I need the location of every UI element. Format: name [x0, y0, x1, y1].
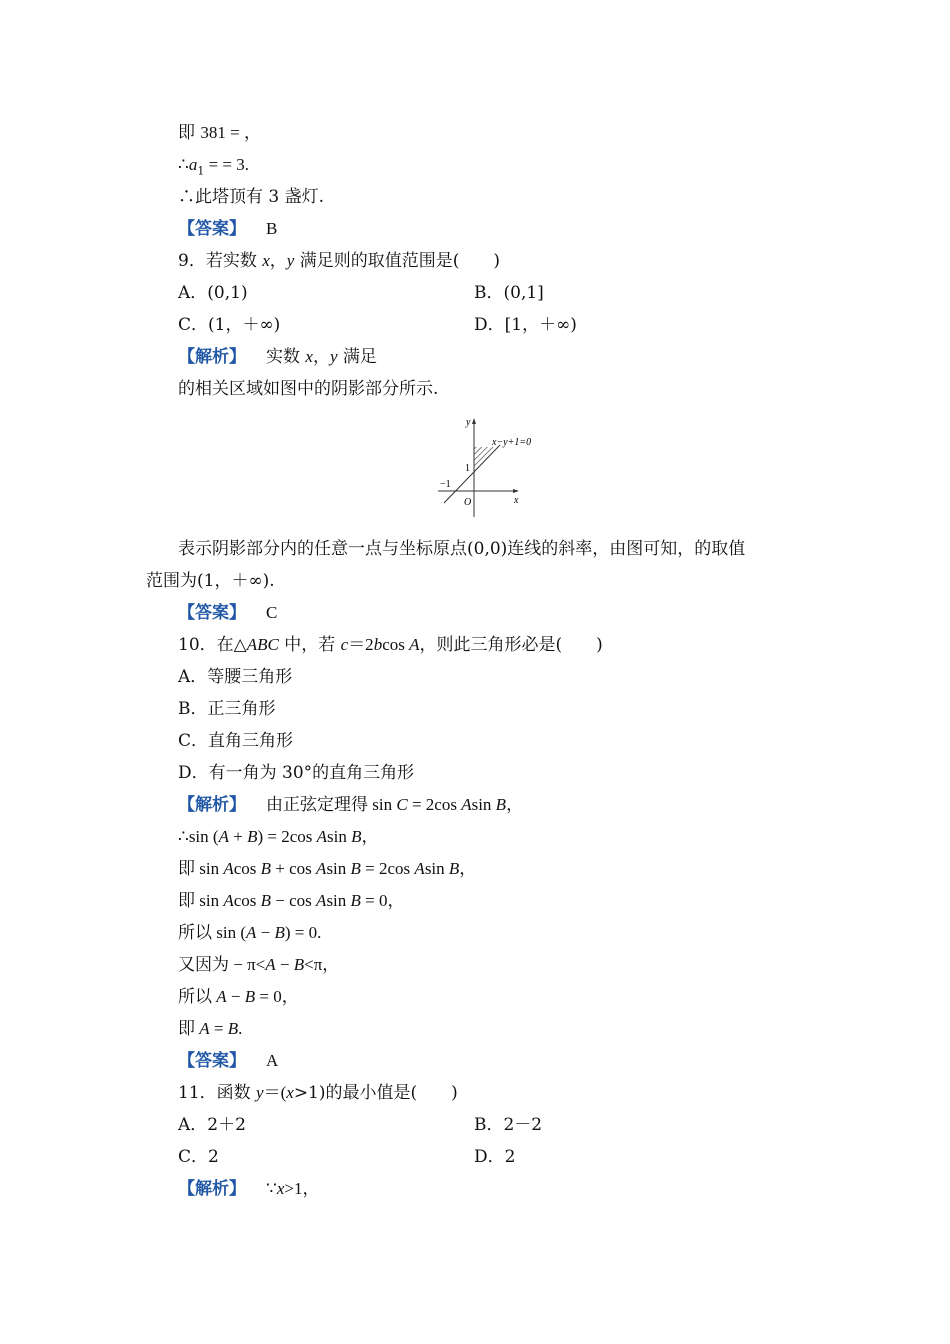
text: ， [312, 347, 330, 367]
math-var: y [286, 251, 295, 270]
text: ， [361, 827, 379, 846]
math: sin [326, 859, 351, 878]
math: 所以 [178, 987, 217, 1006]
math: + cos [271, 859, 317, 878]
math: − [256, 923, 275, 942]
math-var: y [256, 1083, 264, 1102]
x-axis-label: x [514, 495, 519, 506]
math-var: B [260, 891, 272, 910]
math: ) = 2cos [257, 827, 317, 846]
math-var: A [316, 827, 328, 846]
analysis-tag: 【解析】 [178, 795, 246, 815]
text-line: 范围为(1，＋∞). [146, 571, 275, 591]
math-line [178, 985, 299, 1009]
math-var: A [199, 1019, 210, 1038]
math: − [275, 955, 294, 974]
y-axis-arrow [472, 418, 476, 424]
math-line [178, 889, 405, 913]
math: = = 3. [204, 155, 250, 174]
math: = 0， [255, 987, 299, 1006]
text-line: ∴此塔顶有 3 盏灯. [178, 187, 325, 207]
answer-line [178, 1049, 278, 1073]
math: = 2cos [407, 795, 462, 814]
math-var: A [216, 987, 227, 1006]
math-var: A [246, 923, 257, 942]
option-c: C．(1，＋∞) [178, 315, 281, 335]
option-a: A．等腰三角形 [178, 667, 293, 687]
text: >1)的最小值是( ) [293, 1083, 458, 1103]
math-var: A [265, 955, 276, 974]
text: 中，若 [278, 635, 341, 655]
y-axis-label: y [466, 417, 471, 428]
math-line [178, 825, 379, 849]
boundary-line [444, 445, 500, 503]
option-d: D．2 [474, 1147, 516, 1167]
text: 实数 [266, 347, 306, 367]
question-9 [178, 249, 500, 273]
math-var: ABC [246, 635, 279, 654]
math: + [228, 827, 248, 846]
math-var: B [495, 795, 507, 814]
math-var: A [223, 859, 234, 878]
analysis-tag: 【解析】 [178, 1179, 246, 1199]
math: >1， [284, 1179, 320, 1198]
math-var: A [223, 891, 234, 910]
option-c: C．直角三角形 [178, 731, 294, 751]
y-tick-label: 1 [465, 463, 470, 474]
text: 即 [178, 123, 201, 143]
question-10 [178, 633, 603, 657]
math: ∴sin ( [178, 827, 219, 846]
answer-tag: 【答案】 [178, 603, 246, 623]
math: 由正弦定理得 sin [266, 795, 397, 814]
option-b: B．2－2 [474, 1115, 543, 1135]
math: cos [233, 891, 261, 910]
math-var: x [262, 251, 270, 270]
text: 满足则的取值范围是( ) [294, 251, 500, 271]
text-line [178, 121, 261, 145]
math: ＝( [263, 1083, 287, 1102]
math-var: B [293, 955, 305, 974]
coordinate-diagram [436, 413, 552, 521]
analysis-line [178, 1177, 319, 1201]
question-number: 9．若实数 [178, 251, 263, 271]
math: 381 = ， [200, 123, 261, 142]
math: cos [382, 635, 410, 654]
math-var: B [227, 1019, 239, 1038]
option-a: A．(0,1) [178, 283, 248, 303]
question-11 [178, 1081, 458, 1105]
math: = [209, 1019, 228, 1038]
math: 即 [178, 1019, 200, 1038]
math: 即 sin [178, 891, 224, 910]
math-var: B [244, 987, 256, 1006]
math: ) = 0. [284, 923, 322, 942]
math: − [226, 987, 245, 1006]
region-figure [436, 413, 552, 521]
math-line [178, 857, 476, 881]
math-var: A [461, 795, 472, 814]
analysis-line [178, 345, 377, 369]
math-line [178, 1017, 242, 1041]
math-var: B [260, 859, 272, 878]
math-line [178, 953, 339, 977]
shaded-region [474, 447, 496, 469]
option-d: D．有一角为 30°的直角三角形 [178, 763, 415, 783]
text: ， [269, 251, 287, 271]
math: = 2cos [360, 859, 415, 878]
math-var: c [340, 635, 349, 654]
text: ， [506, 795, 524, 815]
text-line: 的相关区域如图中的阴影部分所示. [178, 379, 439, 399]
math: 所以 sin ( [178, 923, 246, 942]
math-var: B [247, 827, 258, 846]
answer-value: C [266, 603, 278, 622]
math-var: A [218, 827, 229, 846]
math-var: A [316, 891, 327, 910]
math-var: A [316, 859, 327, 878]
answer-tag: 【答案】 [178, 219, 246, 239]
math: − cos [271, 891, 317, 910]
answer-tag: 【答案】 [178, 1051, 246, 1071]
math-var: A [414, 859, 425, 878]
analysis-tag: 【解析】 [178, 347, 246, 367]
subscript: 1 [197, 164, 205, 178]
answer-value: B [266, 219, 278, 238]
question-number: 11．函数 [178, 1083, 257, 1103]
text: ，则此三角形必是( ) [419, 635, 603, 655]
math-line [178, 921, 321, 945]
question-number: 10．在△ [178, 635, 247, 655]
text: 满足 [337, 347, 377, 367]
option-d: D．[1，＋∞) [474, 315, 577, 335]
option-b: B．(0,1] [474, 283, 544, 303]
math: . [238, 1019, 243, 1038]
math-var: x [286, 1083, 294, 1102]
x-tick-label: −1 [440, 479, 451, 490]
math-var: B [350, 891, 361, 910]
because-symbol: ∵ [266, 1179, 277, 1199]
math-var: B [350, 859, 361, 878]
math-var: B [274, 923, 285, 942]
math: sin [326, 891, 351, 910]
option-b: B．正三角形 [178, 699, 276, 719]
text: ， [459, 859, 477, 878]
answer-line [178, 601, 277, 625]
math: = 0， [360, 891, 405, 910]
math-var: C [396, 795, 408, 814]
analysis-line [178, 793, 523, 817]
answer-line [178, 217, 277, 241]
math-var: B [448, 859, 460, 878]
x-axis-arrow [513, 489, 519, 493]
text-line [178, 153, 249, 183]
math: 即 sin [178, 859, 224, 878]
math: sin [327, 827, 352, 846]
math-var: B [351, 827, 362, 846]
therefore-symbol: ∴ [178, 155, 189, 175]
math: sin [471, 795, 496, 814]
math-var: b [373, 635, 383, 654]
math: cos [233, 859, 261, 878]
math: 又因为 − π< [178, 955, 266, 974]
math-var: x [305, 347, 313, 366]
answer-value: A [266, 1051, 279, 1070]
math-var: x [276, 1179, 285, 1198]
math: <π， [304, 955, 340, 974]
option-c: C．2 [178, 1147, 219, 1167]
math: ＝2 [348, 635, 374, 654]
math: sin [424, 859, 449, 878]
origin-label: O [464, 497, 472, 508]
line-label: x−y+1=0 [492, 437, 532, 448]
option-a: A．2＋2 [178, 1115, 246, 1135]
math-var: A [409, 635, 420, 654]
text-line: 表示阴影部分内的任意一点与坐标原点(0,0)连线的斜率，由图可知，的取值 [178, 539, 746, 559]
math-var: a [188, 155, 198, 174]
math-var: y [329, 347, 338, 366]
